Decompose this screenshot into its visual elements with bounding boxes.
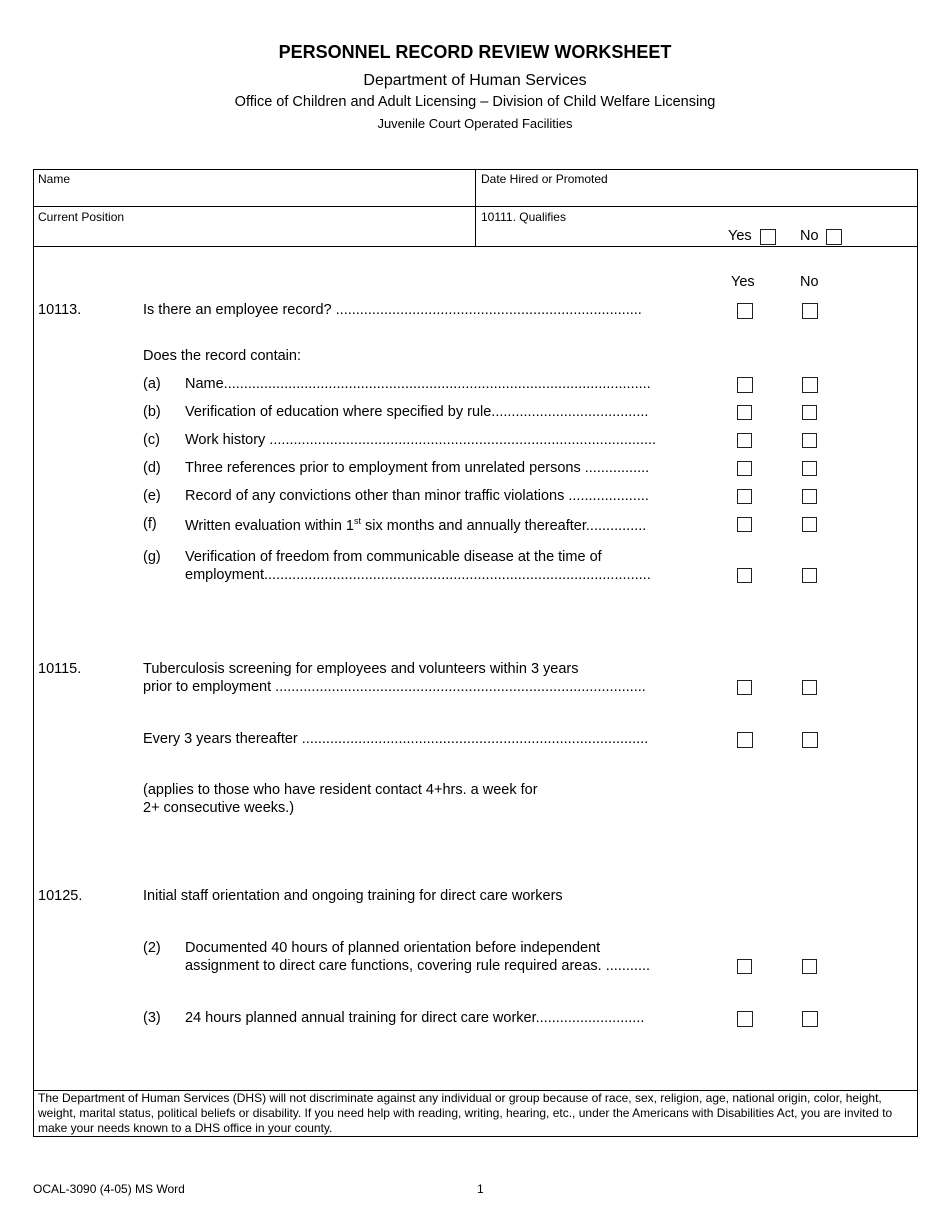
item-letter: (g)	[143, 549, 161, 565]
tb-every-3-years-no-checkbox[interactable]	[802, 732, 818, 748]
item-letter: (d)	[143, 460, 161, 476]
non-discrimination-notice: The Department of Human Services (DHS) will not discriminate against any individual or group because of race, sex, religion, age, national origin, color, height, weight, marital status, political beliefs or disability. If you need help with reading, writing, hearing, etc., under the Americans with Disabilities Act, you are invited to make your needs known to a DHS office in your county.	[38, 1091, 893, 1135]
annual-training-text: 24 hours planned annual training for direct care worker...........................	[185, 1010, 645, 1026]
item-d-yes-checkbox[interactable]	[737, 461, 752, 476]
item-d-no-checkbox[interactable]	[802, 461, 817, 476]
orientation-40-hours-line2: assignment to direct care functions, covering rule required areas. ...........	[185, 958, 651, 974]
item-evaluation-text	[185, 516, 646, 534]
no-column-header: No	[800, 274, 819, 290]
item-letter: (c)	[143, 432, 160, 448]
item-letter: (e)	[143, 488, 161, 504]
item-references-text: Three references prior to employment from unrelated persons ................	[185, 460, 650, 476]
item-g-no-checkbox[interactable]	[802, 568, 817, 583]
tb-note-line1: (applies to those who have resident contact 4+hrs. a week for	[143, 782, 538, 798]
date-hired-label: Date Hired or Promoted	[481, 172, 608, 186]
current-position-label: Current Position	[38, 210, 125, 224]
employee-record-yes-checkbox[interactable]	[737, 303, 753, 319]
orientation-40-hours-line1: Documented 40 hours of planned orientation before independent	[185, 940, 601, 956]
yes-column-header: Yes	[731, 274, 755, 290]
annual-training-no-checkbox[interactable]	[802, 1011, 818, 1027]
item-letter: (f)	[143, 516, 157, 532]
form-id: OCAL-3090 (4-05) MS Word	[33, 1182, 185, 1196]
tb-screening-no-checkbox[interactable]	[802, 680, 817, 695]
item-work-history-text: Work history ................................................................................................	[185, 432, 657, 448]
rule-number-10113: 10113.	[38, 302, 82, 318]
item-convictions-text: Record of any convictions other than minor traffic violations ....................	[185, 488, 649, 504]
item-b-yes-checkbox[interactable]	[737, 405, 752, 420]
current-position-field[interactable]	[38, 210, 124, 224]
item-letter: (2)	[143, 940, 161, 956]
rule-number-10125: 10125.	[38, 888, 83, 904]
date-hired-field[interactable]	[481, 172, 608, 186]
item-disease-text-line1: Verification of freedom from communicable disease at the time of	[185, 549, 602, 565]
item-evaluation-text-pre: Written evaluation within 1	[185, 517, 354, 534]
item-name-text: Name..........................................................................................................	[185, 376, 651, 392]
tb-every-3-years-yes-checkbox[interactable]	[737, 732, 753, 748]
column-divider	[475, 169, 476, 247]
orientation-no-checkbox[interactable]	[802, 959, 817, 974]
item-c-yes-checkbox[interactable]	[737, 433, 752, 448]
item-letter: (a)	[143, 376, 161, 392]
qualifies-label: 10111. Qualifies	[481, 210, 566, 224]
employee-record-question: Is there an employee record? ............................................................................	[143, 302, 642, 318]
item-evaluation-sup: st	[354, 516, 362, 526]
record-contains-heading: Does the record contain:	[143, 348, 301, 364]
qualifies-no-checkbox[interactable]	[826, 229, 842, 245]
item-education-text: Verification of education where specified by rule.......................................	[185, 404, 649, 420]
item-c-no-checkbox[interactable]	[802, 433, 817, 448]
item-a-yes-checkbox[interactable]	[737, 377, 753, 393]
item-b-no-checkbox[interactable]	[802, 405, 817, 420]
item-e-no-checkbox[interactable]	[802, 489, 817, 504]
qualifies-yes-checkbox[interactable]	[760, 229, 776, 245]
orientation-yes-checkbox[interactable]	[737, 959, 752, 974]
tb-screening-text-line2: prior to employment ............................................................................................	[143, 679, 646, 695]
item-disease-text-line2: employment................................................................................................	[185, 567, 651, 583]
item-letter: (b)	[143, 404, 161, 420]
annual-training-yes-checkbox[interactable]	[737, 1011, 753, 1027]
item-f-no-checkbox[interactable]	[802, 517, 817, 532]
name-label: Name	[38, 172, 71, 186]
tb-screening-text-line1: Tuberculosis screening for employees and volunteers within 3 years	[143, 661, 579, 677]
page-title: PERSONNEL RECORD REVIEW WORKSHEET	[278, 42, 672, 62]
item-letter: (3)	[143, 1010, 161, 1026]
qualifies-yes-label: Yes	[728, 228, 752, 244]
department-name: Department of Human Services	[363, 72, 587, 89]
orientation-heading: Initial staff orientation and ongoing training for direct care workers	[143, 888, 563, 904]
item-evaluation-text-post: six months and annually thereafter...............	[361, 517, 647, 534]
page-number: 1	[477, 1182, 484, 1196]
qualifies-no-label: No	[800, 228, 819, 244]
tb-note-line2: 2+ consecutive weeks.)	[143, 800, 295, 816]
employee-record-no-checkbox[interactable]	[802, 303, 818, 319]
facility-type: Juvenile Court Operated Facilities	[377, 116, 573, 131]
item-a-no-checkbox[interactable]	[802, 377, 818, 393]
rule-number-10115: 10115.	[38, 661, 82, 677]
tb-every-3-years-text: Every 3 years thereafter ......................................................................................	[143, 731, 649, 747]
item-g-yes-checkbox[interactable]	[737, 568, 752, 583]
item-e-yes-checkbox[interactable]	[737, 489, 752, 504]
tb-screening-yes-checkbox[interactable]	[737, 680, 752, 695]
name-field[interactable]	[38, 172, 70, 186]
item-f-yes-checkbox[interactable]	[737, 517, 752, 532]
office-name: Office of Children and Adult Licensing – Division of Child Welfare Licensing	[234, 94, 716, 110]
